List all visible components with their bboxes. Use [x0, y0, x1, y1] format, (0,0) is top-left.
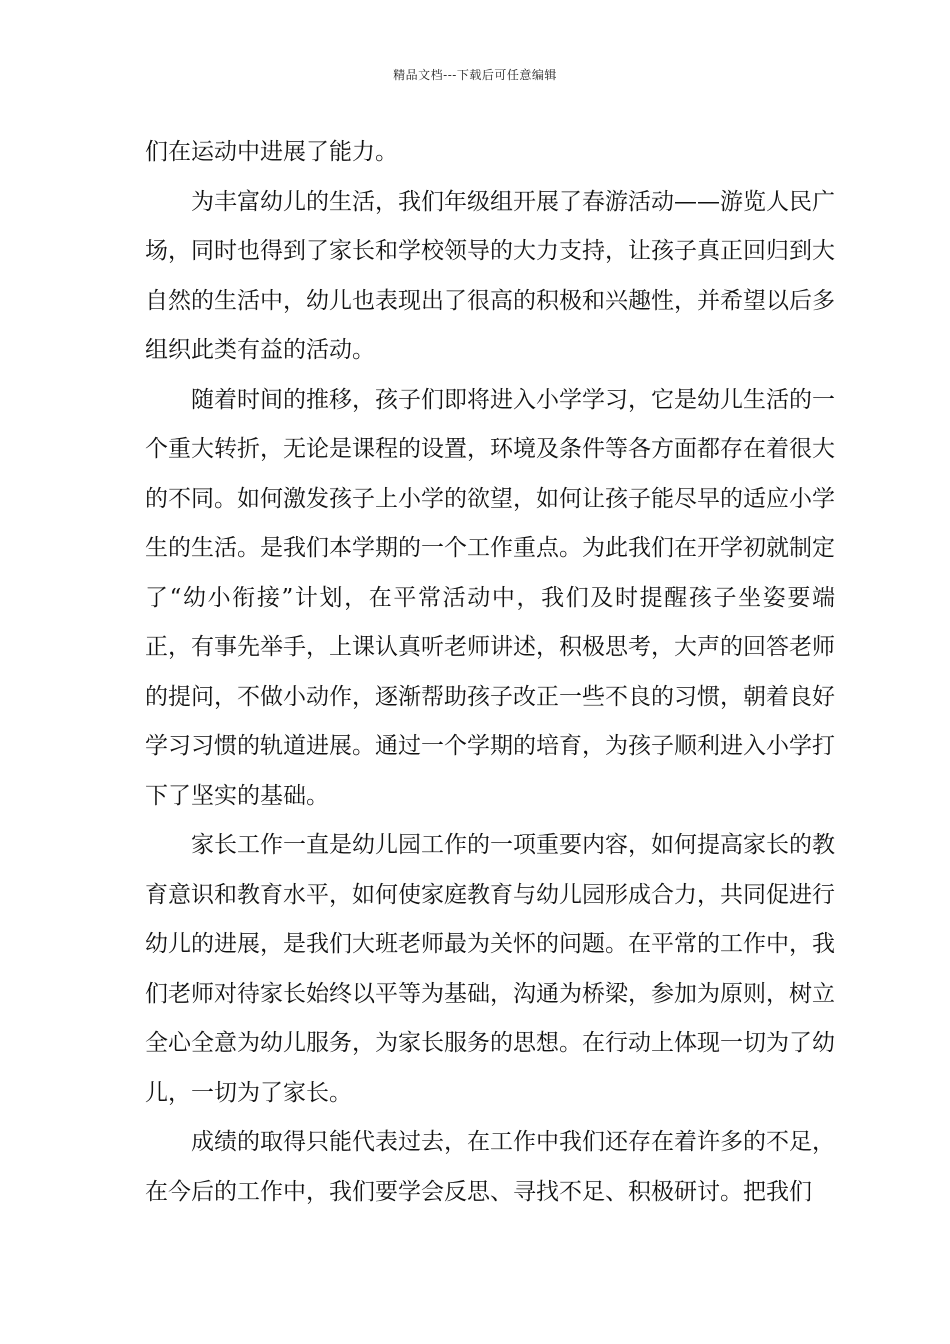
paragraph-2: 为丰富幼儿的生活，我们年级组开展了春游活动——游览人民广场，同时也得到了家长和学校领导的大力支持，让孩子真正回归到大自然的生活中，幼儿也表现出了很高的积极和兴趣性，并希望以后多组织此类有益的活动。	[145, 188, 835, 363]
paragraph-4: 家长工作一直是幼儿园工作的一项重要内容，如何提高家长的教育意识和教育水平，如何使家庭教育与幼儿园形成合力，共同促进行幼儿的进展，是我们大班老师最为关怀的问题。在平常的工作中，我们老师对待家长始终以平等为基础，沟通为桥梁，参加为原则，树立全心全意为幼儿服务，为家长服务的思想。在行动上体现一切为了幼儿，一切为了家长。	[145, 832, 835, 1106]
document-body	[145, 128, 835, 1217]
paragraph-5: 成绩的取得只能代表过去，在工作中我们还存在着许多的不足，在今后的工作中，我们要学会反思、寻找不足、积极研讨。把我们	[145, 1129, 835, 1205]
page-header: 精品文档---下载后可任意编辑	[393, 68, 557, 82]
paragraph-1: 们在运动中进展了能力。	[145, 139, 398, 165]
paragraph-3: 随着时间的推移，孩子们即将进入小学学习，它是幼儿生活的一个重大转折，无论是课程的设置，环境及条件等各方面都存在着很大的不同。如何激发孩子上小学的欲望，如何让孩子能尽早的适应小学生的生活。是我们本学期的一个工作重点。为此我们在开学初就制定了“幼小衔接”计划，在平常活动中，我们及时提醒孩子坐姿要端正，有事先举手，上课认真听老师讲述，积极思考，大声的回答老师的提问，不做小动作，逐渐帮助孩子改正一些不良的习惯，朝着良好学习习惯的轨道进展。通过一个学期的培育，为孩子顺利进入小学打下了坚实的基础。	[145, 386, 835, 809]
